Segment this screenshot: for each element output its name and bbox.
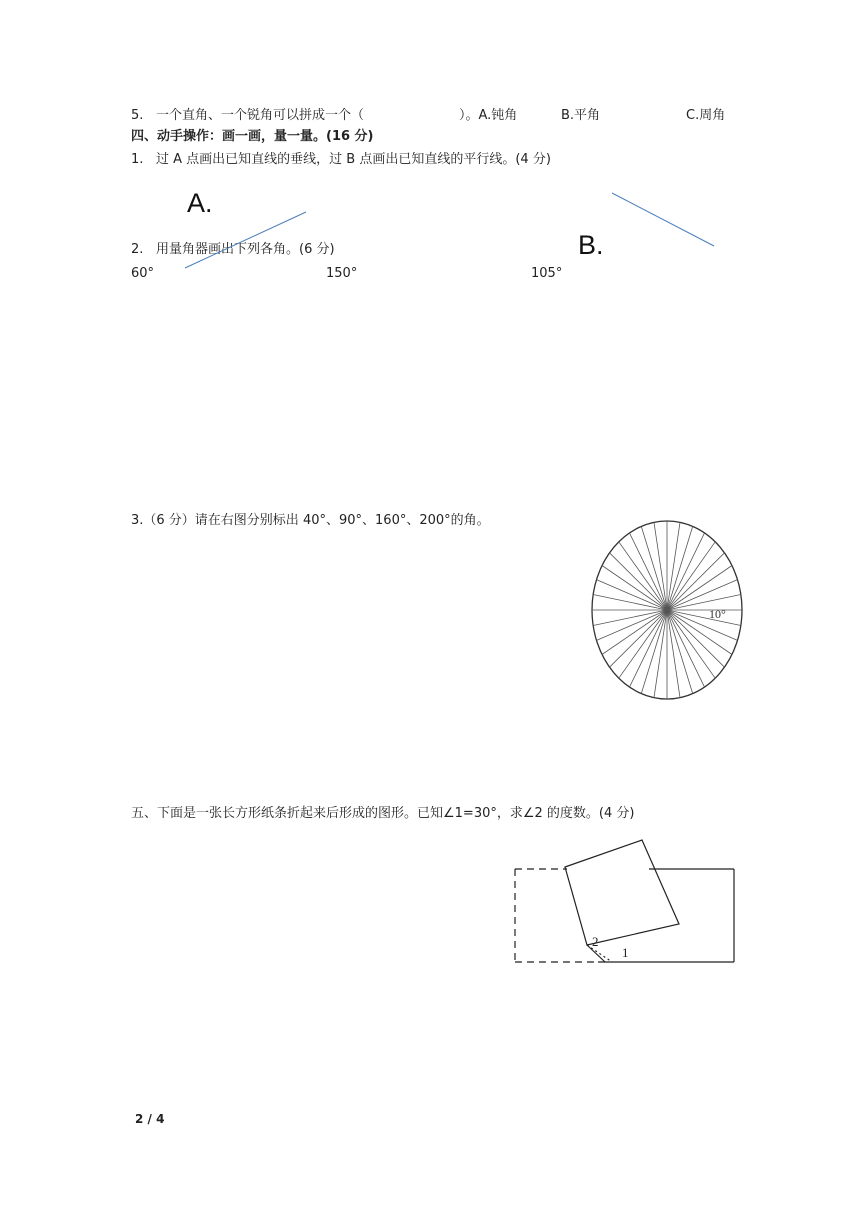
- item2-text: 用量角器画出下列各角。(6 分): [156, 242, 335, 257]
- item1-text: 过 A 点画出已知直线的垂线，过 B 点画出已知直线的平行线。(4 分): [156, 152, 551, 167]
- angle-1-label: 1: [622, 945, 629, 960]
- item3-text: 3.（6 分）请在右图分别标出 40°、90°、160°、200°的角。: [131, 513, 490, 528]
- section-4-heading: 四、动手操作：画一画，量一量。(16 分): [131, 129, 374, 144]
- point-a-label: A.: [187, 188, 213, 218]
- folded-strip-diagram: [515, 840, 734, 962]
- q5-option-b: B.平角: [561, 108, 601, 123]
- radial-circle-diagram: [592, 521, 742, 699]
- section-5-text: 五、下面是一张长方形纸条折起来后形成的图形。已知∠1=30°，求∠2 的度数。(4 分): [131, 806, 635, 821]
- angle-2-label: 2: [592, 934, 599, 949]
- q5-option-a: ）。A.钝角: [459, 108, 518, 123]
- q5-number: 5.: [131, 108, 144, 123]
- angle-105-label: 105°: [531, 266, 563, 281]
- line-near-b: [612, 193, 714, 246]
- angle-60-label: 60°: [131, 266, 155, 281]
- fold-crease-right: [587, 945, 612, 962]
- angle-150-label: 150°: [326, 266, 358, 281]
- folded-flap: [565, 840, 679, 945]
- point-b-label: B.: [578, 230, 604, 260]
- item2-number: 2.: [131, 242, 144, 257]
- line-near-a: [185, 212, 306, 268]
- page-number: 2 / 4: [135, 1112, 165, 1126]
- q5-option-c: C.周角: [686, 108, 726, 123]
- item1-number: 1.: [131, 152, 144, 167]
- circle-angle-label: 10°: [709, 607, 726, 621]
- q5-stem: 一个直角、一个锐角可以拼成一个（: [156, 108, 365, 123]
